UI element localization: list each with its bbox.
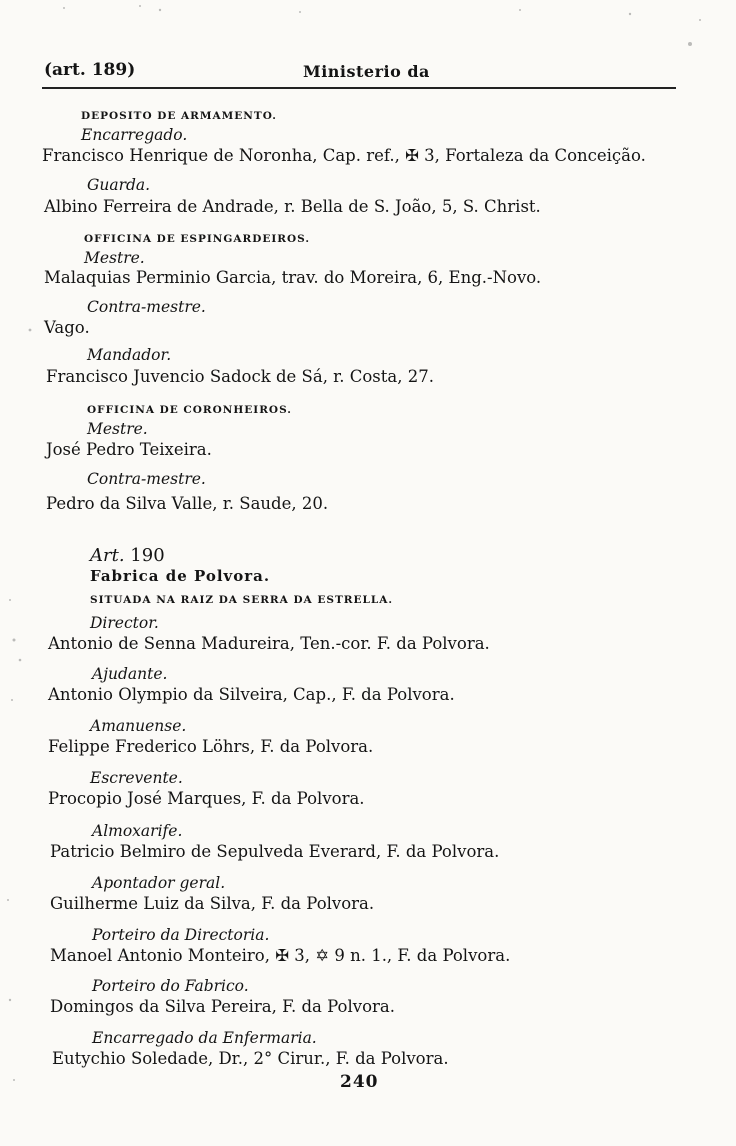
fab-role-2: Ajudante. xyxy=(92,665,168,683)
fab-art-number: 190 xyxy=(124,545,165,566)
esp-role-2: Contra-mestre. xyxy=(87,298,206,316)
fab-entry-3: Felippe Frederico Löhrs, F. da Polvora. xyxy=(48,737,374,756)
esp-role-1: Mestre. xyxy=(84,249,145,267)
fab-role-8: Porteiro do Fabrico. xyxy=(92,977,249,995)
fab-role-1: Director. xyxy=(90,614,159,632)
cor-role-1: Mestre. xyxy=(87,420,148,438)
fab-art-prefix: Art. xyxy=(90,545,125,566)
esp-role-3: Mandador. xyxy=(87,346,172,364)
dep-role-1: Encarregado. xyxy=(81,126,188,144)
dep-entry-1: Francisco Henrique de Noronha, Cap. ref., ✠ 3, Fortaleza da Conceição. xyxy=(42,146,646,165)
esp-entry-3: Francisco Juvencio Sadock de Sá, r. Costa, 27. xyxy=(46,367,434,386)
fab-entry-6: Guilherme Luiz da Silva, F. da Polvora. xyxy=(50,894,375,913)
fab-role-4: Escrevente. xyxy=(90,769,183,787)
cor-entry-2: Pedro da Silva Valle, r. Saude, 20. xyxy=(46,494,329,513)
esp-entry-2: Vago. xyxy=(44,318,90,337)
fab-sub: SITUADA NA RAIZ DA SERRA DA ESTRELLA. xyxy=(90,594,394,606)
fab-role-9: Encarregado da Enfermaria. xyxy=(92,1029,317,1047)
fab-role-6: Apontador geral. xyxy=(92,874,226,892)
esp-entry-1: Malaquias Perminio Garcia, trav. do Moreira, 6, Eng.-Novo. xyxy=(44,268,542,287)
cor-role-2: Contra-mestre. xyxy=(87,470,206,488)
page-number: 240 xyxy=(340,1072,379,1092)
fab-entry-4: Procopio José Marques, F. da Polvora. xyxy=(48,789,365,808)
fab-entry-9: Eutychio Soledade, Dr., 2° Cirur., F. da Polvora. xyxy=(52,1049,449,1068)
fab-entry-7: Manoel Antonio Monteiro, ✠ 3, ✡ 9 n. 1., F. da Polvora. xyxy=(50,946,511,965)
fab-entry-2: Antonio Olympio da Silveira, Cap., F. da Polvora. xyxy=(48,685,455,704)
dep-entry-2: Albino Ferreira de Andrade, r. Bella de S. João, 5, S. Christ. xyxy=(44,197,541,216)
dep-title: DEPOSITO DE ARMAMENTO. xyxy=(81,110,277,122)
fab-role-5: Almoxarife. xyxy=(92,822,183,840)
fab-entry-5: Patricio Belmiro de Sepulveda Everard, F. da Polvora. xyxy=(50,842,500,861)
fab-role-3: Amanuense. xyxy=(90,717,187,735)
fab-title: Fabrica de Polvora. xyxy=(90,567,271,585)
header-rule xyxy=(42,87,676,89)
running-head-article: (art. 189) xyxy=(44,60,136,80)
dep-role-2: Guarda. xyxy=(87,176,151,194)
cor-entry-1: José Pedro Teixeira. xyxy=(46,440,212,459)
fab-entry-8: Domingos da Silva Pereira, F. da Polvora. xyxy=(50,997,395,1016)
fab-art xyxy=(90,545,165,566)
cor-title: OFFICINA DE CORONHEIROS. xyxy=(87,404,292,416)
running-head-title: Ministerio da xyxy=(303,62,430,81)
esp-title: OFFICINA DE ESPINGARDEIROS. xyxy=(84,233,310,245)
fab-role-7: Porteiro da Directoria. xyxy=(92,926,270,944)
fab-entry-1: Antonio de Senna Madureira, Ten.-cor. F. da Polvora. xyxy=(48,634,490,653)
